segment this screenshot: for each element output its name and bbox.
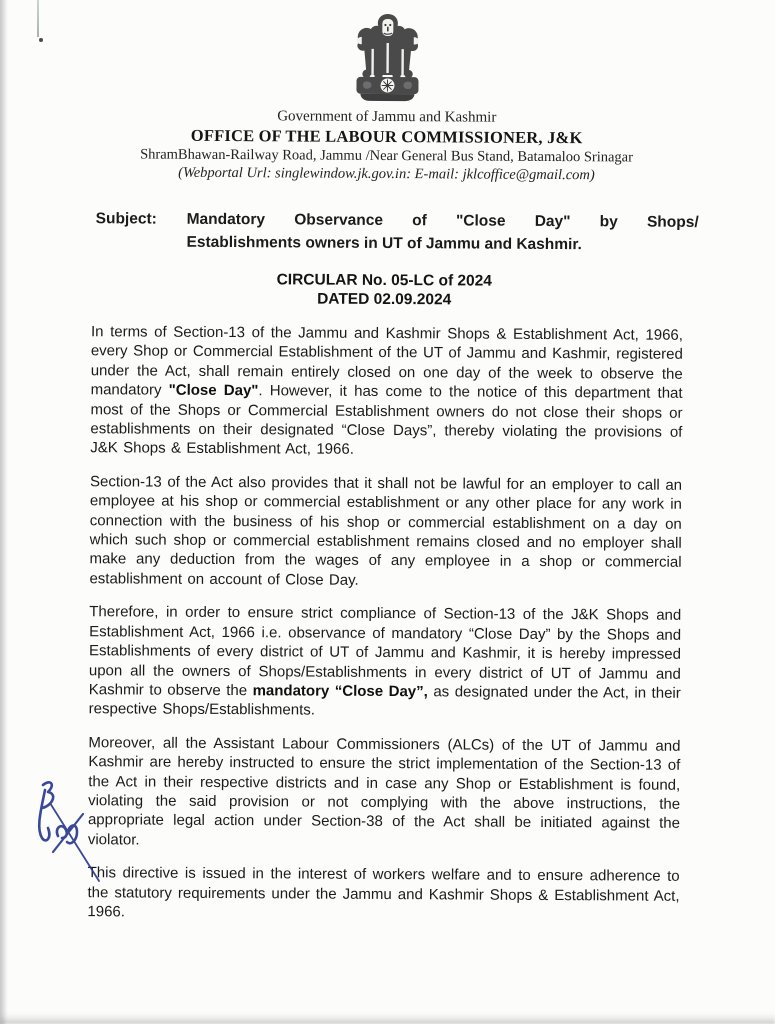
circular-heading <box>0 269 774 312</box>
body-text <box>87 322 683 925</box>
subject-label: Subject: <box>95 210 157 228</box>
scan-shadow <box>0 1012 775 1024</box>
office-title: OFFICE OF THE LABOUR COMMISSIONER, J&K <box>190 125 583 148</box>
letterhead <box>0 0 775 185</box>
paragraph: Therefore, in order to ensure strict compliance of Section-13 of the J&K Shops and Establishment Act, 1966 i.e. observance of mandatory “Close Day” by the Shops and Establishments of every district of UT of Jammu and Kashmir, it is hereby impressed upon all the owners of Shops/Establishments in every district of UT of Jammu and Kashmir to observe the mandatory “Close Day”, as designated under the Act, in their respective Shops/Establishments. <box>88 603 682 719</box>
office-address: ShramBhawan-Railway Road, Jammu /Near General Bus Stand, Batamaloo Srinagar <box>140 146 634 166</box>
subject-line-2: Establishments owners in UT of Jammu and Kashmir. <box>186 233 582 254</box>
government-line: Government of Jammu and Kashmir <box>277 108 497 126</box>
circular-number: CIRCULAR No. 05-LC of 2024 <box>276 271 492 290</box>
subject-text <box>186 208 698 257</box>
webportal-email-line: (Webportal Url: singlewindow.jk.gov.in: E-mail: jklcoffice@gmail.com) <box>178 164 595 184</box>
subject-line-1: Mandatory Observance of "Close Day" by Shops/ <box>186 210 699 231</box>
state-emblem-icon <box>349 11 426 107</box>
paragraph: Section-13 of the Act also provides that it shall not be lawful for an employer to call an employee at his shop or commercial establishment or any other place for any work in connection with the business of his shop or commercial establishment on a day on which such shop or commercial establishment remains closed and no employer shall make any deduction from the wages of any employee in a shop or commercial establishment on account of Close Day. <box>89 473 683 589</box>
subject-block <box>95 207 703 257</box>
paragraph: In terms of Section-13 of the Jammu and Kashmir Shops & Establishment Act, 1966, every Shop or Commercial Establishment of the UT of Jammu and Kashmir, registered under the Act, shall remain entirely closed on one day of the week to observe the mandatory "Close Day". However, it has come to the notice of this department that most of the Shops or Commercial Establishment owners do not close their shops or establishments on their designated “Close Days”, thereby violating the provisions of J&K Shops & Establishment Act, 1966. <box>90 323 684 459</box>
circular-date: DATED 02.09.2024 <box>317 290 452 309</box>
paragraph: This directive is issued in the interest of workers welfare and to ensure adherence to the statutory requirements under the Jammu and Kashmir Shops & Establishment Act, 1966. <box>87 864 680 921</box>
handwritten-initials <box>16 776 108 888</box>
paragraph: Moreover, all the Assistant Labour Commissioners (ALCs) of the UT of Jammu and Kashmir are hereby instructed to ensure the strict implementation of the Section-13 of the Act in their respective districts and in case any Shop or Establishment is found, violating the said provision or not complying with the above instructions, the appropriate legal action under Section-38 of the Act shall be initiated against the violator. <box>87 733 681 849</box>
